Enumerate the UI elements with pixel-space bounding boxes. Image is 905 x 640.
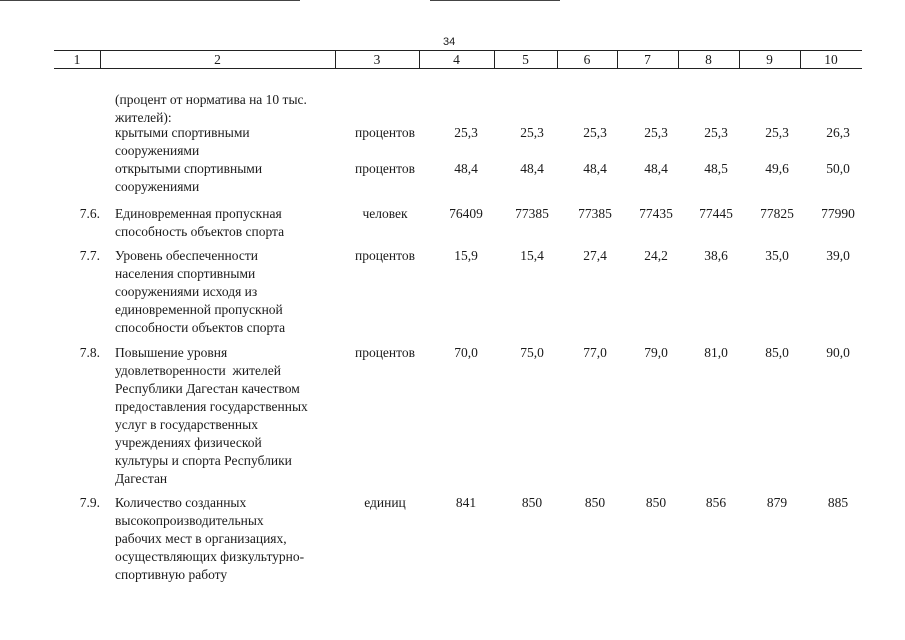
value-cell-col-5: 77385 — [515, 206, 549, 221]
value-cell-col-5: 25,3 — [520, 125, 544, 140]
header-col-1: 1 — [73, 52, 81, 67]
value-cell-col-10: 90,0 — [826, 345, 850, 360]
header-col-2: 2 — [214, 52, 221, 67]
description-line: способность объектов спорта — [115, 224, 285, 239]
row-description — [115, 91, 355, 127]
description-line: единовременной пропускной — [115, 302, 283, 317]
description-line: Повышение уровня — [115, 345, 228, 360]
value-cell-col-4: 48,4 — [454, 161, 478, 176]
value-cell-col-9: 85,0 — [765, 345, 789, 360]
page-number: 34 — [443, 36, 456, 48]
header-col-6: 6 — [583, 52, 591, 67]
header-col-10: 10 — [824, 52, 838, 67]
row-unit: человек — [362, 206, 408, 221]
header-col-9: 9 — [766, 52, 773, 67]
description-line: рабочих мест в организациях, — [115, 531, 287, 546]
row-description — [115, 205, 355, 241]
value-cell-col-10: 39,0 — [826, 248, 850, 263]
value-cell-col-4: 15,9 — [454, 248, 478, 263]
description-line: сооружениями исходя из — [115, 284, 258, 299]
description-line: открытыми спортивными — [115, 161, 263, 176]
header-col-4: 4 — [453, 52, 460, 67]
value-cell-col-6: 850 — [584, 495, 606, 510]
description-line: высокопроизводительных — [115, 513, 264, 528]
value-cell-col-6: 27,4 — [583, 248, 607, 263]
value-cell-col-7: 24,2 — [644, 248, 668, 263]
header-col-8: 8 — [705, 52, 712, 67]
description-line: Уровень обеспеченности — [115, 248, 258, 263]
value-cell-col-4: 25,3 — [454, 125, 478, 140]
row-number: 7.9. — [79, 495, 100, 510]
top-edge-mark-right — [430, 0, 560, 1]
row-number: 7.7. — [79, 248, 100, 263]
description-line: культуры и спорта Республики — [115, 453, 292, 468]
value-cell-col-8: 856 — [705, 495, 727, 510]
value-cell-col-10: 50,0 — [826, 161, 850, 176]
value-cell-col-8: 81,0 — [704, 345, 728, 360]
row-unit: процентов — [354, 161, 415, 176]
value-cell-col-6: 77385 — [578, 206, 612, 221]
value-cell-col-9: 35,0 — [765, 248, 789, 263]
value-cell-col-8: 25,3 — [704, 125, 728, 140]
description-line: Республики Дагестан качеством — [115, 381, 300, 396]
row-unit: процентов — [354, 125, 415, 140]
description-line: спортивную работу — [115, 567, 228, 582]
header-col-7: 7 — [644, 52, 651, 67]
row-unit: процентов — [354, 345, 415, 360]
description-line: предоставления государственных — [115, 399, 308, 414]
value-cell-col-4: 841 — [455, 495, 477, 510]
description-line: услуг в государственных — [115, 417, 258, 432]
value-cell-col-10: 26,3 — [826, 125, 850, 140]
value-cell-col-6: 25,3 — [583, 125, 607, 140]
value-cell-col-5: 15,4 — [520, 248, 544, 263]
description-line: населения спортивными — [115, 266, 256, 281]
value-cell-col-4: 76409 — [449, 206, 483, 221]
description-line: сооружениями — [115, 179, 200, 194]
value-cell-col-10: 77990 — [821, 206, 855, 221]
description-line: крытыми спортивными — [115, 125, 250, 140]
value-cell-col-6: 48,4 — [583, 161, 607, 176]
value-cell-col-8: 38,6 — [704, 248, 728, 263]
top-edge-mark-left — [0, 0, 300, 1]
row-number: 7.6. — [79, 206, 100, 221]
description-line: (процент от норматива на 10 тыс. — [115, 92, 307, 107]
description-line: Дагестан — [115, 471, 168, 486]
header-col-5: 5 — [522, 52, 529, 67]
description-line: Единовременная пропускная — [115, 206, 282, 221]
row-number: 7.8. — [79, 345, 100, 360]
description-line: сооружениями — [115, 143, 200, 158]
row-unit: единиц — [364, 495, 406, 510]
value-cell-col-5: 48,4 — [520, 161, 544, 176]
value-cell-col-5: 75,0 — [520, 345, 544, 360]
row-description — [115, 247, 355, 337]
value-cell-col-7: 48,4 — [644, 161, 668, 176]
description-line: Количество созданных — [115, 495, 247, 510]
value-cell-col-7: 25,3 — [644, 125, 668, 140]
value-cell-col-6: 77,0 — [583, 345, 607, 360]
value-cell-col-7: 850 — [645, 495, 667, 510]
description-line: жителей): — [115, 110, 172, 125]
row-unit: процентов — [354, 248, 415, 263]
row-description — [115, 344, 355, 488]
value-cell-col-8: 77445 — [699, 206, 733, 221]
description-line: способности объектов спорта — [115, 320, 286, 335]
value-cell-col-9: 25,3 — [765, 125, 789, 140]
header-col-3: 3 — [373, 52, 381, 67]
description-line: удовлетворенности жителей — [115, 363, 281, 378]
value-cell-col-9: 77825 — [760, 206, 794, 221]
row-description — [115, 494, 355, 584]
description-line: учреждениях физической — [115, 435, 262, 450]
value-cell-col-7: 79,0 — [644, 345, 668, 360]
description-line: осуществляющих физкультурно- — [115, 549, 305, 564]
row-description — [115, 160, 355, 196]
value-cell-col-10: 885 — [827, 495, 849, 510]
value-cell-col-4: 70,0 — [454, 345, 478, 360]
row-description — [115, 124, 355, 160]
value-cell-col-9: 49,6 — [765, 161, 789, 176]
value-cell-col-8: 48,5 — [704, 161, 728, 176]
value-cell-col-7: 77435 — [639, 206, 673, 221]
value-cell-col-5: 850 — [521, 495, 543, 510]
value-cell-col-9: 879 — [766, 495, 788, 510]
